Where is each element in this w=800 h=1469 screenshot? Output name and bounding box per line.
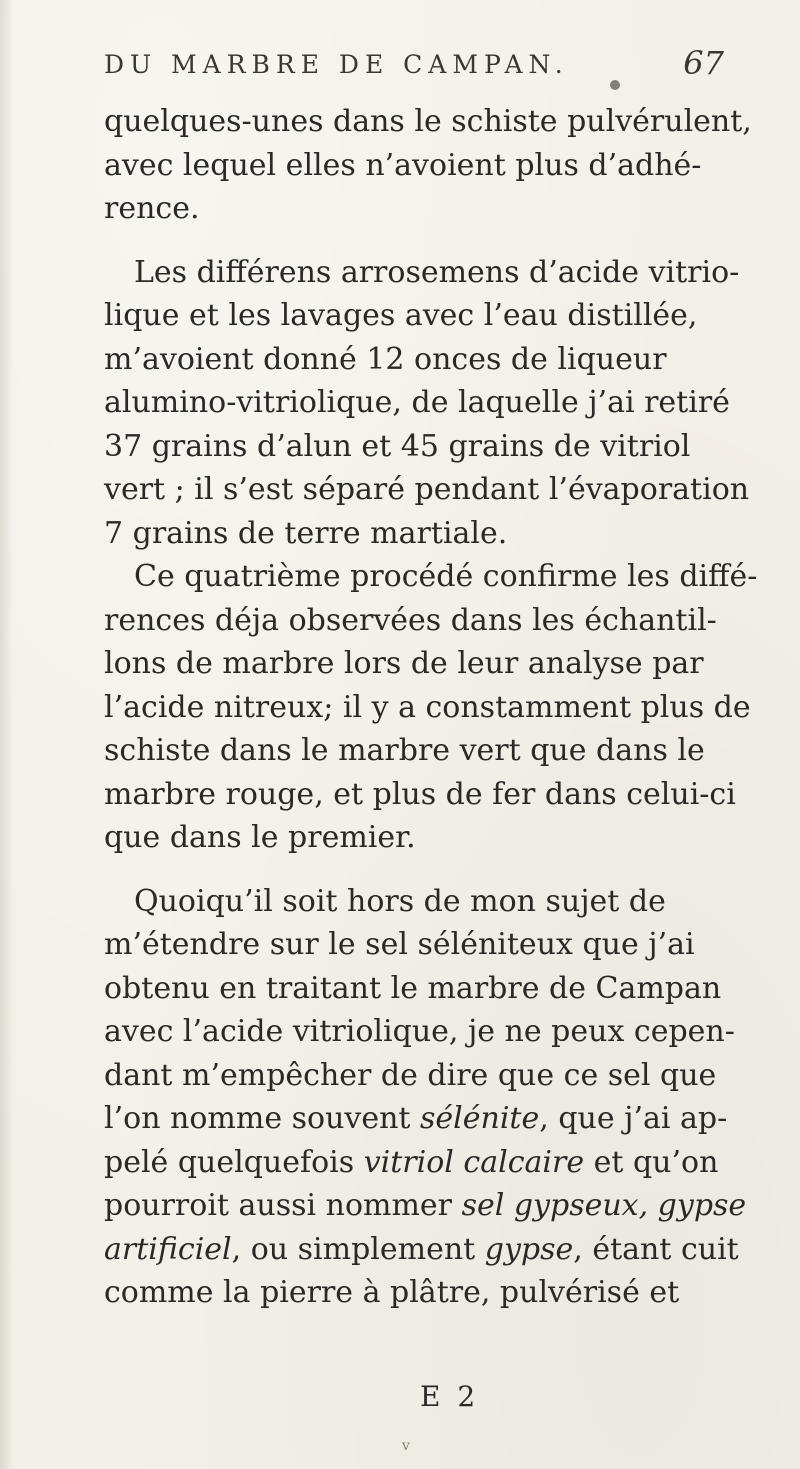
text-line: Ce quatrième procédé confirme les diffé- — [134, 559, 758, 594]
text-line: schiste dans le marbre vert que dans le — [104, 733, 705, 768]
text-line: lique et les lavages avec l’eau distillée, — [104, 298, 698, 333]
text-line: rence. — [104, 191, 200, 226]
text-line — [104, 1228, 744, 1272]
text-line — [104, 1141, 744, 1185]
text-line: Les différens arrosemens d’acide vitrio- — [134, 254, 740, 290]
text-line — [104, 1097, 744, 1141]
page-number: 67 — [683, 44, 724, 82]
italic-term: gypse — [484, 1231, 574, 1267]
stray-ink-mark: v — [402, 1438, 410, 1454]
text-line: rences déja observées dans les échantil- — [104, 602, 717, 638]
text-line: 37 grains d’alun et 45 grains de vitriol — [104, 428, 691, 464]
text-line: que dans le premier. — [104, 820, 416, 855]
text-line: m’avoient donné 12 onces de liqueur — [104, 341, 667, 377]
text-line: alumino-vitriolique, de laquelle j’ai retiré — [104, 385, 730, 420]
text-line: comme la pierre à plâtre, pulvérisé et — [104, 1275, 680, 1310]
text-line: dant m’empêcher de dire que ce sel que — [104, 1057, 717, 1093]
paragraph-gap — [104, 231, 744, 251]
text-run: l’on nomme souvent — [104, 1101, 421, 1136]
italic-term: sélénite — [420, 1101, 540, 1136]
body-text — [104, 100, 758, 1315]
italic-term: artificiel — [104, 1231, 232, 1267]
text-line: obtenu en traitant le marbre de Campan — [104, 970, 722, 1006]
running-head: DU MARBRE DE CAMPAN. — [104, 50, 569, 79]
text-line: marbre rouge, et plus de fer dans celui-ci — [104, 776, 736, 812]
italic-term: vitriol calcaire — [363, 1144, 585, 1180]
text-run: , étant cuit — [573, 1231, 739, 1267]
text-run: pelé quelquefois — [104, 1144, 364, 1180]
text-line: l’acide nitreux; il y a constamment plus de — [104, 689, 751, 725]
text-line: avec lequel elles n’avoient plus d’adhé- — [104, 147, 702, 183]
text-run: pourroit aussi nommer — [104, 1188, 462, 1223]
paragraph-gap — [104, 860, 744, 880]
text-line: lons de marbre lors de leur analyse par — [104, 646, 704, 681]
signature-mark: E 2 — [420, 1380, 480, 1413]
text-run: , que j’ai ap- — [539, 1101, 728, 1136]
italic-term: sel gypseux, gypse — [461, 1188, 747, 1223]
text-line: avec l’acide vitriolique, je ne peux cepen- — [104, 1014, 735, 1049]
text-line: 7 grains de terre martiale. — [104, 515, 508, 551]
text-run: et qu’on — [584, 1144, 719, 1180]
text-line: m’étendre sur le sel séléniteux que j’ai — [104, 927, 695, 962]
text-run: , ou simplement — [231, 1231, 485, 1267]
text-line — [104, 1184, 747, 1228]
text-line: Quoiqu’il soit hors de mon sujet de — [134, 883, 666, 919]
text-line: vert ; il s’est séparé pendant l’évaporation — [104, 472, 750, 507]
page-edge-shadow — [0, 0, 14, 1469]
page-header — [104, 44, 724, 88]
text-line: quelques-unes dans le schiste pulvérulent, — [104, 104, 752, 139]
